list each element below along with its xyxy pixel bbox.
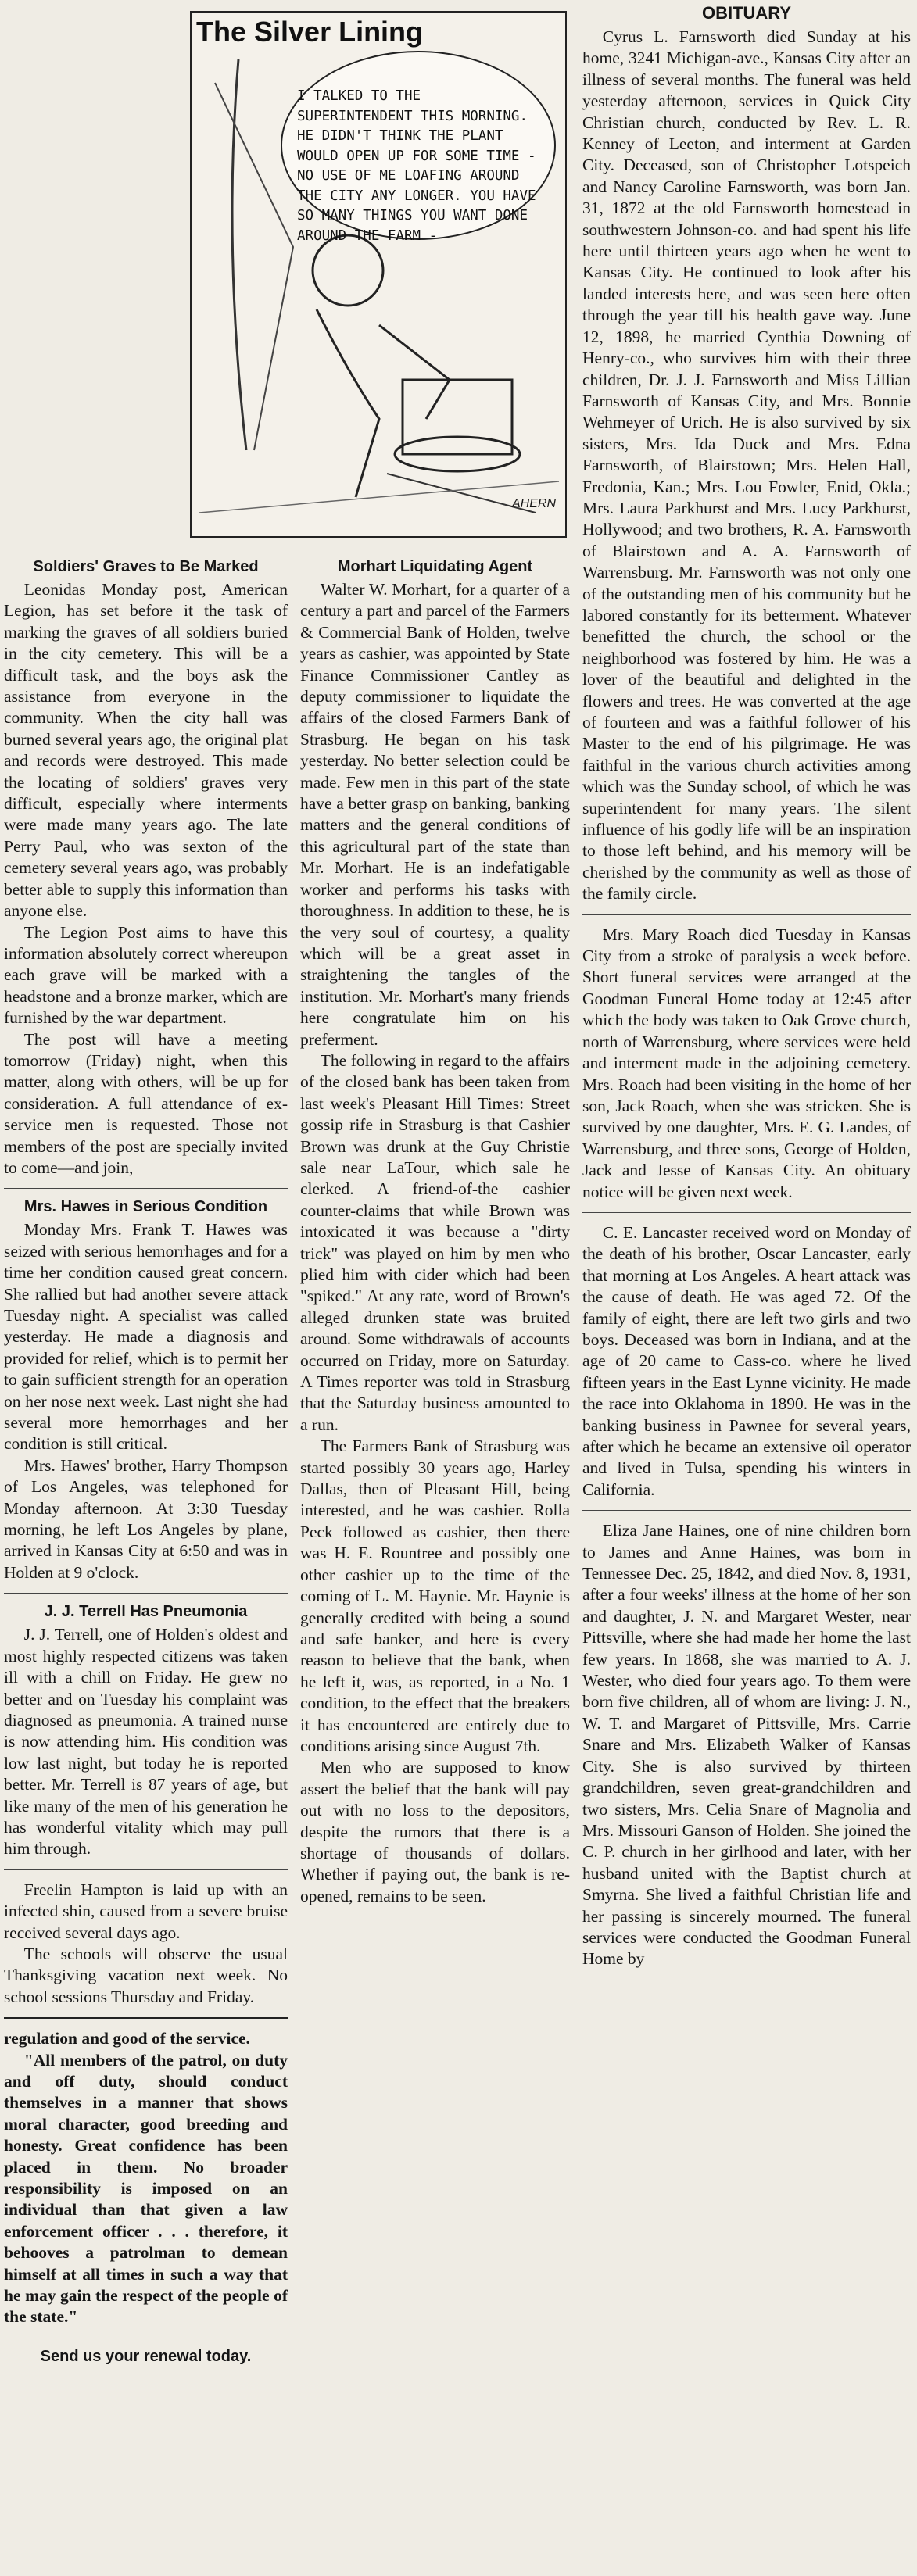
terrell-paragraph: J. J. Terrell, one of Holden's oldest and most highly respected citizens was taken ill with a chill on Friday. He grew no better and on Tuesday his complaint was diagnosed as pneumonia. A trained nurse is now attending him. His condition was low last night, but today he is reported better. Mr. Terrell is 87 years of age, but like many of the men of his generation he has wonderful vitality which may pull him through. [4, 1625, 288, 1859]
graves-paragraph: The post will have a meeting tomorrow (Friday) night, when this matter, along with others, will be up for consideration. A full attendance of ex-service men is requested. Those not members of the post are specially invited to come—and join, [4, 1029, 288, 1177]
divider [4, 1188, 288, 1189]
hawes-headline: Mrs. Hawes in Serious Condition [23, 1198, 268, 1216]
artist-signature: AHERN [512, 497, 557, 510]
morhart-paragraph: The Farmers Bank of Strasburg was started possibly 30 years ago, Harley Dallas, then of Pleasant Hill, being interested, and he was cashier. Rolla Peck followed as cashier, then there was H. E. Rountree and possibly one other cashier up to the time of the coming of L. M. Haynie. Mr. Haynie is generally credited with being a sound and safe banker, and here is every reason to believe that the bank, when he left it, was, as reported, in a No. 1 condition, to the effect that the breakers it has encountered are entirely due to conditions arising since August 7th. [300, 1436, 570, 1755]
graves-headline: Soldiers' Graves to Be Marked [33, 558, 259, 575]
speech-bubble: I TALKED TO THE SUPERINTENDENT THIS MORNING. HE DIDN'T THINK THE PLANT WOULD OPEN UP FOR SOME TIME - NO USE OF ME LOAFING AROUND THE CITY ANY LONGER. YOU HAVE SO MANY THINGS YOU WANT DONE AROUND THE FARM - [297, 88, 536, 244]
renewal-notice: Send us your renewal today. [40, 2347, 252, 2365]
column-2 [300, 558, 570, 1907]
lancaster-obituary: C. E. Lancaster received word on Monday of the death of his brother, Oscar Lancaster, early that morning at Los Angeles. A heart attack was the cause of death. He was aged 72. Of the family of eight, there are left two girls and two boys. Deceased was born in Indiana, and at the age of 20 came to Cass-co. where he lived fifteen years in the East Lynne vicinity. He made the race into Oklahoma in 1890. He was in the banking business in Pawnee for several years, after which he became an extensive oil operator and lived in Tulsa, spending his winters in California. [582, 1222, 911, 1499]
patrol-first-line: regulation and good of the service. [4, 2029, 250, 2048]
brief-paragraph: Freelin Hampton is laid up with an infected shin, caused from a severe bruise received several days ago. [4, 1880, 288, 1942]
graves-paragraph: The Legion Post aims to have this information absolutely correct whereupon each grave will be marked with a headstone and a bronze marker, which are furnished by the war department. [4, 922, 288, 1028]
divider [4, 1593, 288, 1594]
terrell-headline: J. J. Terrell Has Pneumonia [44, 1603, 248, 1621]
morhart-headline: Morhart Liquidating Agent [337, 558, 533, 575]
divider [582, 1510, 911, 1511]
divider [582, 1212, 911, 1213]
obituary-header: OBITUARY [701, 3, 792, 23]
column-1 [4, 558, 288, 2366]
divider [582, 914, 911, 915]
graves-paragraph: Leonidas Monday post, American Legion, has set before it the task of marking the graves of all soldiers buried in the city cemetery. This will be a difficult task, and the boys ask the assistance from everyone in the community. When the city hall was burned several years ago, the original plat and records were destroyed. This made the locating of soldiers' graves very difficult, especially where interments were made many years ago. The late Perry Paul, who was sexton of the cemetery several years ago, was probably better able to supply this information than anyone else. [4, 580, 288, 921]
morhart-paragraph: Men who are supposed to know assert the belief that the bank will pay out with no loss to the depositors, despite the rumors that there is a shortage of thousands of dollars. Whether if paying out, the bank is re-opened, remains to be seen. [300, 1758, 570, 1905]
divider [4, 1869, 288, 1870]
cartoon-title: The Silver Lining [196, 16, 424, 48]
patrol-paragraph: "All members of the patrol, on duty and off duty, should conduct themselves in a manner that shows moral character, good breeding and honesty. Great confidence has been placed in them. No broader responsibility is imposed on an individual than that given a law enforcement officer . . . therefore, it behooves a patrolman to demean himself at all times in such a way that he may gain the respect of the people of the state." [4, 2050, 288, 2327]
roach-obituary: Mrs. Mary Roach died Tuesday in Kansas City from a stroke of paralysis a week before. Short funeral services were arranged at the Goodman Funeral Home today at 12:45 after which the body was taken to Oak Grove church, north of Warrensburg, where services were held and interment made in the adjoining cemetery. Mrs. Roach had been visiting in the home of her son, Jack Roach, when she was stricken. She is survived by one daughter, Mrs. E. G. Landes, of Warrensburg, and three sons, George of Holden, Jack and Jesse of Kansas City. An obituary notice will be given next week. [582, 925, 911, 1201]
divider [4, 2017, 288, 2019]
haines-obituary: Eliza Jane Haines, one of nine children born to James and Anne Haines, was born in Tennessee Dec. 25, 1842, and died Nov. 8, 1931, after a four weeks' illness at the home of her son and daughter, J. N. and Margaret Wester, near Pittsville, where she had made her home the last few years. In 1868, she was married to A. J. Wester, who died four years ago. To them were born five children, all of whom are living: J. N., W. T. and Margaret of Pittsville, Mrs. Carrie Snare and Mrs. Elizabeth Walker of Kansas City. She is also survived by thirteen grandchildren, seven great-grandchildren and two sisters, Mrs. Celia Snare of Magnolia and Mrs. Missouri Ganson of Holden. She joined the C. P. church in her girlhood and later, with her husband united with the Baptist church at Smyrna. She lived a faithful Christian life and her passing is sincerely mourned. The funeral services were conducted the Goodman Funeral Home by [582, 1521, 911, 1969]
hawes-paragraph: Monday Mrs. Frank T. Hawes was seized with serious hemorrhages and for a time her condition caused great concern. She rallied but had another severe attack Tuesday night. A specialist was called yesterday. He made a diagnosis and provided for relief, which is to permit her to gain sufficient strength for an operation on her nose next week. Last night she had several more hemorrhages and her condition is still critical. [4, 1220, 288, 1454]
farnsworth-obituary: Cyrus L. Farnsworth died Sunday at his home, 3241 Michigan-ave., Kansas City after an illness of several months. The funeral was held yesterday afternoon, services in Quick City Christian church, conducted by Rev. L. R. Kenney of Leeton, and interment at Garden City. Deceased, son of Christopher Lotspeich and Nancy Caroline Farnsworth, was born Jan. 31, 1872 at the old Farnsworth homestead in southwestern Johnson-co. and had spent his life here until thirteen years ago when he went to Kansas City. He continued to look after his landed interests here, and was seen here often through the year till his health gave way. June 12, 1898, he married Cynthia Downing of Henry-co., who survives him with their three children, Dr. J. J. Farnsworth and Miss Lillian Farnsworth of Kansas City, and Mrs. Bonnie Wehmeyer of Urich. He is also survived by six sisters, Mrs. Ida Duck and Mrs. Edna Farnsworth, of Blairstown; Mrs. Helen Hall, Fredonia, Kan.; Mrs. Lou Fowler, Enid, Okla.; Mrs. Laura Parkhurst and Mrs. Lucy Parkhurst, Hollywood; and two brothers, R. A. Farnsworth of Blairstown and A. A. Farnsworth of Warrensburg. Mr. Farnsworth was not only one of the outstanding men of his community but he labored constantly for its betterment. Whatever benefitted the church, the school or the neighborhood was fostered by him. He was a lover of the beautiful and delighted in the flowers and trees. He was converted at the age of fourteen and was a faithful follower of his Master to the end of his pilgrimage. He was faithful in the various church activities among which was the Sunday school, of which he was superintendent for many years. The silent influence of his godly life will be an inspiration to those left behind, and his memory will be cherished by the community as well as those of the family circle. [582, 27, 911, 903]
column-3 [582, 0, 911, 1970]
morhart-paragraph: Walter W. Morhart, for a quarter of a century a part and parcel of the Farmers & Commercial Bank of Holden, twelve years as cashier, was appointed by State Finance Commissioner Cantley as deputy commissioner to liquidate the affairs of the closed Farmers Bank of Strasburg. He began on his task yesterday. No better selection could be made. Few men in this part of the state have a better grasp on banking, banking matters and the general conditions of this agricultural part of the state than Mr. Morhart. He is an indefatigable worker and performs his tasks with thoroughness. In addition to these, he is the very soul of courtesy, a quality which will be a great asset in straightening the tangles of the institution. Mr. Morhart's many friends here congratulate him on his preferment. [300, 580, 570, 1049]
hawes-paragraph: Mrs. Hawes' brother, Harry Thompson of Los Angeles, was telephoned for Monday afternoon. At 3:30 Tuesday morning, he left Los Angeles by plane, arrived in Kansas City at 6:50 and was in Holden at 9 o'clock. [4, 1455, 288, 1582]
cartoon-panel [190, 11, 567, 538]
morhart-paragraph: The following in regard to the affairs of the closed bank has been taken from last week's Pleasant Hill Times: Street gossip rife in Strasburg is that Cashier Brown was drunk at the Guy Christie sale near LaTour, which sale he clerked. A friend-of-the cashier counter-claims that while Brown was intoxicated it was because a "dirty trick" was played on him by men who plied him with cider which had been "spiked." At any rate, word of Brown's alleged drunken state was bruited around. Some withdrawals of accounts occurred on Friday, more on Saturday. A Times reporter was told in Strasburg that the Saturday business amounted to a run. [300, 1050, 570, 1434]
brief-paragraph: The schools will observe the usual Thanksgiving vacation next week. No school sessions Thursday and Friday. [4, 1944, 288, 2006]
